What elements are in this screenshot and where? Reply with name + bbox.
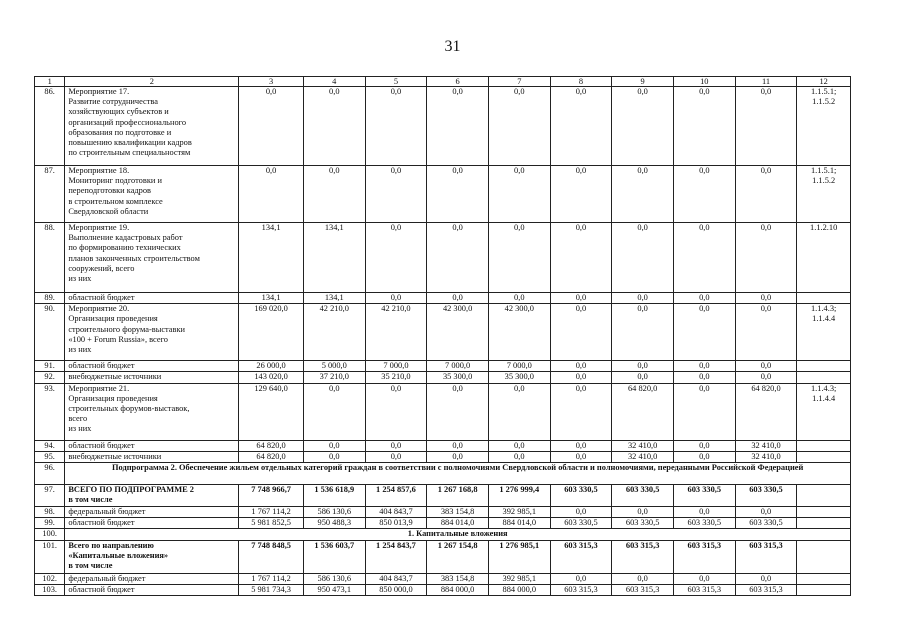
value-cell: 7 748 848,5 [239,540,304,573]
value-cell: 0,0 [488,166,550,223]
value-cell: 603 315,3 [550,584,612,595]
value-cell: 0,0 [427,440,489,451]
value-cell: 129 640,0 [239,383,304,440]
item-name: Мероприятие 20. Организация проведения строительного форума-выставки «100 + Forum Russia», всего из них [65,304,239,361]
value-cell: 134,1 [239,293,304,304]
value-cell: 383 154,8 [427,507,489,518]
table-row [35,166,851,223]
value-cell: 0,0 [612,573,674,584]
table-row [35,87,851,166]
value-cell: 32 410,0 [612,451,674,462]
value-cell: 0,0 [365,87,427,166]
value-cell: 42 300,0 [427,304,489,361]
row-number: 102. [35,573,65,584]
value-cell: 42 210,0 [365,304,427,361]
value-cell: 0,0 [735,87,797,166]
target-indicator: 1.1.2.10 [797,223,851,293]
value-cell: 0,0 [612,293,674,304]
value-cell: 603 330,5 [673,485,735,507]
value-cell: 0,0 [612,87,674,166]
value-cell: 0,0 [735,361,797,372]
budget-table [34,76,851,596]
row-number: 101. [35,540,65,573]
value-cell: 0,0 [612,223,674,293]
value-cell: 0,0 [673,372,735,383]
value-cell: 603 315,3 [735,584,797,595]
value-cell: 134,1 [239,223,304,293]
value-cell: 950 488,3 [303,518,365,529]
value-cell: 0,0 [735,573,797,584]
value-cell: 0,0 [365,440,427,451]
value-cell: 0,0 [735,507,797,518]
value-cell: 603 315,3 [612,540,674,573]
value-cell: 0,0 [427,166,489,223]
value-cell: 0,0 [550,383,612,440]
item-name: Всего по направлению «Капитальные вложения» в том числе [65,540,239,573]
value-cell: 134,1 [303,223,365,293]
target-indicator: 1.1.5.1; 1.1.5.2 [797,87,851,166]
value-cell: 0,0 [303,166,365,223]
value-cell: 0,0 [612,372,674,383]
value-cell: 884 000,0 [427,584,489,595]
value-cell: 0,0 [365,223,427,293]
row-number: 99. [35,518,65,529]
target-indicator [797,584,851,595]
row-number: 97. [35,485,65,507]
table-row [35,293,851,304]
column-number-row [35,77,851,87]
value-cell: 0,0 [365,293,427,304]
value-cell: 0,0 [550,440,612,451]
item-name: Мероприятие 18. Мониторинг подготовки и переподготовки кадров в строительном комплексе Свердловской области [65,166,239,223]
section-heading: Подпрограмма 2. Обеспечение жильем отдельных категорий граждан в соответствии с полномочиями Свердловской области и полномочиями, переданными Российской Федерацией [65,463,851,485]
value-cell: 0,0 [303,451,365,462]
value-cell: 1 267 168,8 [427,485,489,507]
value-cell: 0,0 [550,361,612,372]
value-cell: 1 536 603,7 [303,540,365,573]
item-name: областной бюджет [65,440,239,451]
value-cell: 0,0 [488,440,550,451]
table-row [35,451,851,462]
row-number: 86. [35,87,65,166]
table-row [35,463,851,485]
value-cell: 0,0 [673,166,735,223]
value-cell: 0,0 [673,573,735,584]
row-number: 98. [35,507,65,518]
value-cell: 0,0 [673,223,735,293]
target-indicator [797,451,851,462]
item-name: областной бюджет [65,293,239,304]
value-cell: 603 315,3 [673,584,735,595]
value-cell: 404 843,7 [365,573,427,584]
value-cell: 0,0 [303,440,365,451]
row-number: 96. [35,463,65,485]
value-cell: 134,1 [303,293,365,304]
value-cell: 603 315,3 [673,540,735,573]
column-header: 12 [797,77,851,87]
value-cell: 0,0 [735,223,797,293]
target-indicator [797,507,851,518]
target-indicator: 1.1.5.1; 1.1.5.2 [797,166,851,223]
value-cell: 0,0 [550,293,612,304]
target-indicator [797,361,851,372]
value-cell: 0,0 [735,372,797,383]
column-header: 10 [673,77,735,87]
table-row [35,372,851,383]
value-cell: 1 254 857,6 [365,485,427,507]
item-name: областной бюджет [65,584,239,595]
value-cell: 0,0 [612,304,674,361]
row-number: 87. [35,166,65,223]
value-cell: 603 315,3 [735,540,797,573]
value-cell: 1 267 154,8 [427,540,489,573]
row-number: 94. [35,440,65,451]
value-cell: 64 820,0 [239,451,304,462]
column-header: 8 [550,77,612,87]
value-cell: 35 300,0 [488,372,550,383]
value-cell: 603 330,5 [673,518,735,529]
value-cell: 0,0 [365,383,427,440]
value-cell: 64 820,0 [239,440,304,451]
value-cell: 37 210,0 [303,372,365,383]
column-header: 5 [365,77,427,87]
value-cell: 0,0 [427,451,489,462]
row-number: 103. [35,584,65,595]
value-cell: 5 000,0 [303,361,365,372]
value-cell: 0,0 [488,87,550,166]
value-cell: 603 330,5 [550,518,612,529]
table-row [35,304,851,361]
table-body [35,77,851,596]
row-number: 95. [35,451,65,462]
value-cell: 1 767 114,2 [239,507,304,518]
value-cell: 1 536 618,9 [303,485,365,507]
value-cell: 0,0 [550,223,612,293]
item-name: областной бюджет [65,518,239,529]
value-cell: 0,0 [550,166,612,223]
value-cell: 850 013,9 [365,518,427,529]
value-cell: 42 300,0 [488,304,550,361]
value-cell: 0,0 [550,573,612,584]
value-cell: 0,0 [673,304,735,361]
value-cell: 850 000,0 [365,584,427,595]
row-number: 90. [35,304,65,361]
column-header: 3 [239,77,304,87]
value-cell: 0,0 [550,507,612,518]
table-row [35,540,851,573]
value-cell: 0,0 [612,166,674,223]
target-indicator [797,440,851,451]
value-cell: 603 315,3 [550,540,612,573]
value-cell: 143 020,0 [239,372,304,383]
value-cell: 64 820,0 [612,383,674,440]
value-cell: 0,0 [365,451,427,462]
page-number: 31 [444,38,461,55]
value-cell: 5 981 852,5 [239,518,304,529]
value-cell: 392 985,1 [488,507,550,518]
item-name: областной бюджет [65,361,239,372]
column-header: 4 [303,77,365,87]
table-row [35,440,851,451]
value-cell: 0,0 [673,507,735,518]
value-cell: 0,0 [673,87,735,166]
item-name: федеральный бюджет [65,573,239,584]
row-number: 92. [35,372,65,383]
table-row [35,507,851,518]
value-cell: 586 130,6 [303,507,365,518]
value-cell: 586 130,6 [303,573,365,584]
item-name: Мероприятие 19. Выполнение кадастровых работ по формированию технических планов законченных строительством сооружений, всего из них [65,223,239,293]
value-cell: 884 014,0 [427,518,489,529]
row-number: 89. [35,293,65,304]
value-cell: 1 767 114,2 [239,573,304,584]
table-row [35,383,851,440]
value-cell: 0,0 [673,361,735,372]
target-indicator [797,573,851,584]
value-cell: 603 330,5 [612,485,674,507]
target-indicator [797,293,851,304]
value-cell: 26 000,0 [239,361,304,372]
value-cell: 0,0 [427,223,489,293]
value-cell: 383 154,8 [427,573,489,584]
value-cell: 0,0 [550,372,612,383]
value-cell: 1 276 985,1 [488,540,550,573]
table-row [35,584,851,595]
item-name: внебюджетные источники [65,451,239,462]
item-name: Мероприятие 17. Развитие сотрудничества хозяйствующих субъектов и организаций профессионального образования по подготовке и повышению квалификации кадров по строительным специальностям [65,87,239,166]
value-cell: 0,0 [673,383,735,440]
row-number: 93. [35,383,65,440]
value-cell: 603 315,3 [612,584,674,595]
row-number: 100. [35,529,65,540]
value-cell: 0,0 [612,507,674,518]
value-cell: 0,0 [550,451,612,462]
value-cell: 0,0 [365,166,427,223]
value-cell: 0,0 [673,451,735,462]
table-row [35,518,851,529]
value-cell: 0,0 [427,383,489,440]
value-cell: 1 276 999,4 [488,485,550,507]
value-cell: 950 473,1 [303,584,365,595]
value-cell: 884 014,0 [488,518,550,529]
target-indicator [797,518,851,529]
value-cell: 0,0 [612,361,674,372]
value-cell: 32 410,0 [735,440,797,451]
column-header: 2 [65,77,239,87]
value-cell: 1 254 843,7 [365,540,427,573]
value-cell: 0,0 [239,87,304,166]
value-cell: 0,0 [303,383,365,440]
value-cell: 0,0 [673,293,735,304]
column-header: 9 [612,77,674,87]
value-cell: 603 330,5 [735,485,797,507]
value-cell: 64 820,0 [735,383,797,440]
value-cell: 169 020,0 [239,304,304,361]
table-row [35,223,851,293]
item-name: внебюджетные источники [65,372,239,383]
column-header: 7 [488,77,550,87]
value-cell: 884 000,0 [488,584,550,595]
value-cell: 603 330,5 [612,518,674,529]
target-indicator: 1.1.4.3; 1.1.4.4 [797,383,851,440]
table-row [35,529,851,540]
table-row [35,361,851,372]
value-cell: 0,0 [427,87,489,166]
value-cell: 35 210,0 [365,372,427,383]
item-name: ВСЕГО ПО ПОДПРОГРАММЕ 2 в том числе [65,485,239,507]
value-cell: 0,0 [488,383,550,440]
column-header: 6 [427,77,489,87]
value-cell: 0,0 [488,451,550,462]
value-cell: 0,0 [488,223,550,293]
value-cell: 0,0 [303,87,365,166]
value-cell: 32 410,0 [612,440,674,451]
value-cell: 7 000,0 [488,361,550,372]
table-row [35,485,851,507]
section-heading: 1. Капитальные вложения [65,529,851,540]
value-cell: 0,0 [550,87,612,166]
value-cell: 603 330,5 [735,518,797,529]
target-indicator [797,540,851,573]
value-cell: 0,0 [735,166,797,223]
target-indicator: 1.1.4.3; 1.1.4.4 [797,304,851,361]
column-header: 1 [35,77,65,87]
item-name: Мероприятие 21. Организация проведения строительных форумов-выставок, всего из них [65,383,239,440]
value-cell: 603 330,5 [550,485,612,507]
row-number: 91. [35,361,65,372]
table-row [35,573,851,584]
value-cell: 7 748 966,7 [239,485,304,507]
target-indicator [797,372,851,383]
value-cell: 0,0 [239,166,304,223]
value-cell: 0,0 [735,293,797,304]
value-cell: 404 843,7 [365,507,427,518]
value-cell: 7 000,0 [365,361,427,372]
column-header: 11 [735,77,797,87]
value-cell: 0,0 [550,304,612,361]
value-cell: 42 210,0 [303,304,365,361]
value-cell: 0,0 [488,293,550,304]
value-cell: 35 300,0 [427,372,489,383]
value-cell: 0,0 [735,304,797,361]
item-name: федеральный бюджет [65,507,239,518]
value-cell: 32 410,0 [735,451,797,462]
row-number: 88. [35,223,65,293]
value-cell: 5 981 734,3 [239,584,304,595]
value-cell: 0,0 [427,293,489,304]
target-indicator [797,485,851,507]
value-cell: 392 985,1 [488,573,550,584]
value-cell: 0,0 [673,440,735,451]
value-cell: 7 000,0 [427,361,489,372]
